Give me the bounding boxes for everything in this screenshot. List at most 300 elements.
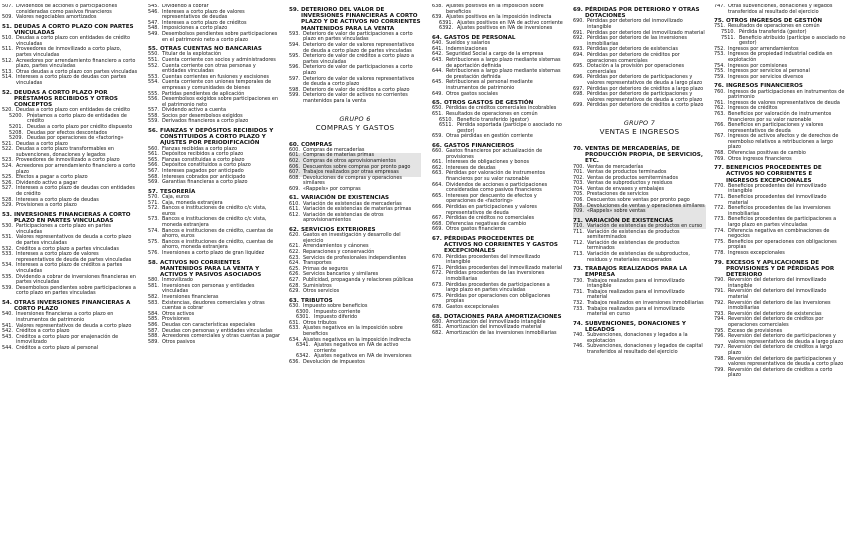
- account-code: 649.: [432, 90, 443, 97]
- account-code: 607.: [289, 169, 300, 176]
- account-name: Bancos e instituciones de crédito, cuentas de ahorro, euros: [162, 227, 274, 240]
- account-name: Proveedores de inmovilizado a corto plazo, partes vinculadas: [16, 46, 122, 58]
- account-code: 5209.: [9, 135, 24, 142]
- account-name: Garantías financieras a corto plazo: [162, 179, 248, 186]
- account-code: 6300.: [296, 308, 311, 315]
- account-name: Trabajos realizados por otras empresas: [303, 169, 399, 176]
- account-name: «Rappels» sobre ventas: [587, 208, 646, 215]
- account-code: 791.: [714, 288, 725, 295]
- account-code: 569.: [148, 179, 159, 186]
- section-code: 75.: [714, 18, 724, 25]
- account-code: 673.: [432, 281, 443, 288]
- account-code: 704.: [573, 185, 584, 192]
- account-code: 794.: [714, 316, 725, 323]
- account-name: Intereses a corto plazo de deudas con entidades de crédito: [16, 185, 135, 198]
- section-code: 69.: [573, 7, 583, 13]
- account-code: 6341.: [296, 342, 311, 349]
- account-code: 7510.: [721, 28, 736, 35]
- account-code: 587.: [148, 327, 159, 334]
- account-code: 513.: [2, 68, 13, 75]
- account-name: Socios por desembolsos exigidos: [162, 112, 243, 119]
- section-code: 61.: [289, 195, 299, 202]
- account-name: Provisiones: [162, 316, 190, 323]
- section-title: DEUDAS A CORTO PLAZO CON PARTES VINCULADAS: [14, 23, 134, 36]
- account-code: 554.: [148, 79, 159, 86]
- account-code: 682.: [432, 329, 443, 336]
- account-name: Pérdidas por deterioro de participaciones y valores representativos de deuda a largo plazo: [587, 74, 703, 86]
- account-code: 581.: [148, 282, 159, 289]
- account-row: [714, 345, 846, 356]
- account-name: Intereses pagados por anticipado: [162, 168, 244, 175]
- account-name: Variación de existencias de productos semiterminados: [587, 228, 680, 241]
- account-row: [573, 75, 706, 86]
- section-heading: [714, 260, 846, 279]
- account-name: Créditos a corto plazo por enajenación de inmovilizado: [16, 333, 119, 346]
- account-code: 766.: [714, 122, 725, 129]
- account-name: Pérdidas por valoración de instrumentos financieros por su valor razonable: [446, 170, 546, 183]
- account-row: [148, 340, 280, 346]
- account-name: Devolución de impuestos: [303, 358, 365, 365]
- account-name: Inversiones financieras a corto plazo en instrumentos de patrimonio: [16, 311, 114, 323]
- account-code: 651.: [432, 110, 443, 117]
- section-heading: [148, 128, 280, 147]
- account-name: Ventas de productos semiterminados: [587, 174, 679, 181]
- account-code: 701.: [573, 169, 584, 176]
- account-code: 546.: [148, 8, 159, 15]
- section-title: BENEFICIOS PROCEDENTES DE ACTIVOS NO CORRIENTES E INGRESOS EXCEPCIONALES: [726, 165, 822, 184]
- account-name: Deterioro de valor de créditos a corto plazo a partes vinculadas: [303, 53, 415, 65]
- account-name: Reversión del deterioro del inmovilizado intangible: [728, 277, 827, 289]
- account-code: 633.: [289, 325, 300, 332]
- account-code: 583.: [148, 299, 159, 306]
- account-row: [432, 134, 563, 140]
- account-code: 596.: [289, 64, 300, 71]
- account-code: 582.: [148, 293, 159, 300]
- account-name: Partidas pendientes de aplicación: [162, 90, 245, 97]
- account-code: 671.: [432, 264, 443, 271]
- account-code: 680.: [432, 318, 443, 325]
- account-code: 710.: [573, 223, 584, 230]
- account-name: Dividendos de acciones o participaciones consideradas como pasivos financieros: [16, 4, 118, 15]
- account-name: Depósitos recibidos a corto plazo: [162, 151, 244, 158]
- group-number: GRUPO 7: [623, 118, 656, 127]
- account-name: Dotación a la provisión por operaciones comerciales: [587, 63, 685, 75]
- account-name: Ajustes negativos en IVA de activo corriente: [314, 342, 399, 354]
- account-section: [289, 7, 421, 105]
- account-code: 559.: [148, 118, 159, 125]
- account-name: Caja, moneda extranjera: [162, 199, 223, 206]
- account-name: Créditos a corto plazo a partes vinculadas: [16, 245, 119, 252]
- section-code: 53.: [2, 211, 12, 218]
- account-code: 553.: [148, 73, 159, 80]
- section-title: PÉRDIDAS PROCEDENTES DE ACTIVOS NO CORRIENTES Y GASTOS EXCEPCIONALES: [444, 235, 558, 255]
- account-code: 797.: [714, 344, 725, 351]
- account-code: 5201.: [9, 123, 24, 130]
- account-name: Inversiones con personas y entidades vinculadas: [162, 282, 255, 295]
- column-5: [573, 4, 706, 556]
- account-code: 706.: [573, 197, 584, 204]
- account-code: 769.: [714, 155, 725, 162]
- account-name: Ingresos por comisiones: [728, 62, 788, 69]
- account-name: Gastos en investigación y desarrollo del ejercicio: [303, 232, 401, 244]
- account-name: Beneficios procedentes del inmovilizado material: [728, 194, 827, 206]
- section-title: OTRAS INVERSIONES FINANCIERAS A CORTO PLAZO: [14, 299, 131, 313]
- account-name: Subvenciones, donaciones y legados a la explotación: [587, 332, 688, 344]
- account-section: [714, 165, 846, 256]
- account-name: Ingresos de propiedad industrial cedida en explotación: [728, 51, 833, 63]
- account-name: Impuesto corriente: [314, 308, 361, 315]
- account-name: Pérdidas por deterioro del inmovilizado intangible: [587, 18, 683, 30]
- account-name: Intereses por descuento de efectos y operaciones de «factoring»: [446, 192, 537, 205]
- account-code: 691.: [573, 29, 584, 36]
- account-name: Ajustes positivos en la imposición sobre beneficios: [446, 4, 544, 15]
- account-code: 731.: [573, 288, 584, 295]
- account-code: 572.: [148, 205, 159, 212]
- account-code: 7511.: [721, 34, 736, 41]
- account-code: 539.: [2, 284, 13, 291]
- account-code: 586.: [148, 321, 159, 328]
- account-row: [573, 307, 706, 318]
- account-name: Otras deudas a corto plazo con partes vinculadas: [16, 68, 138, 75]
- account-code: 608.: [289, 174, 300, 181]
- account-name: Préstamos a corto plazo de entidades de crédito: [27, 112, 127, 125]
- account-name: Sueldos y salarios: [446, 40, 491, 47]
- account-name: Primas de seguros: [303, 265, 348, 272]
- account-section: [148, 260, 280, 346]
- account-name: Variación de existencias de mercaderías: [303, 200, 402, 207]
- account-code: 659.: [432, 133, 443, 140]
- account-code: 660.: [432, 148, 443, 155]
- account-row: [714, 52, 846, 63]
- account-code: 751.: [714, 23, 725, 30]
- account-row: [714, 289, 846, 300]
- account-row: [714, 368, 846, 379]
- account-name: Otros gastos financieros: [446, 226, 506, 233]
- account-name: Ajustes negativos en IVA de inversiones: [314, 353, 412, 360]
- account-name: Reversión del deterioro de participaciones y valores representativos de deuda a largo plazo: [728, 333, 844, 345]
- account-section: [714, 260, 846, 379]
- account-section: [2, 4, 138, 21]
- account-name: Retribuciones a largo plazo mediante sistemas de aportación definida: [446, 56, 561, 69]
- section-code: 55.: [148, 46, 158, 53]
- section-code: 66.: [432, 142, 442, 149]
- account-name: Beneficio transferido (gestor): [457, 116, 529, 123]
- account-code: 696.: [573, 74, 584, 81]
- account-row: [573, 252, 706, 263]
- account-name: Pérdidas por deterioro de participaciones y valores representativos de deuda a corto plazo: [587, 91, 703, 103]
- account-code: 570.: [148, 194, 159, 201]
- account-name: Pérdida soportada (partícipe o asociado no gestor): [457, 122, 562, 134]
- account-code: 663.: [432, 170, 443, 177]
- account-row: [714, 251, 846, 257]
- account-code: 588.: [148, 333, 159, 340]
- account-code: 627.: [289, 277, 300, 284]
- account-name: Dividendos de acciones o participaciones consideradas como pasivos financieros: [446, 181, 548, 194]
- account-name: Intereses de obligaciones y bonos: [446, 159, 530, 166]
- account-name: Ingresos excepcionales: [728, 249, 785, 256]
- section-code: 56.: [148, 128, 158, 135]
- account-name: Dividendo a cobrar de inversiones financieras en partes vinculadas: [16, 273, 136, 286]
- account-code: 752.: [714, 45, 725, 52]
- account-section: [2, 212, 138, 297]
- section-code: 79.: [714, 259, 724, 266]
- account-name: Otros pasivos: [162, 338, 196, 345]
- account-row: [148, 32, 280, 43]
- account-name: Ventas de productos terminados: [587, 169, 667, 176]
- account-code: 638.: [432, 4, 443, 9]
- account-name: Publicidad, propaganda y relaciones públicas: [303, 277, 414, 284]
- account-name: Servicios de profesionales independientes: [303, 254, 407, 261]
- account-code: 552.: [148, 62, 159, 69]
- account-name: Compras de otros aprovisionamientos: [303, 157, 396, 164]
- account-code: 547.: [148, 19, 159, 26]
- account-code: 702.: [573, 174, 584, 181]
- account-name: Cuenta corriente con uniones temporales de empresas y comunidades de bienes: [162, 79, 272, 91]
- section-code: 58.: [148, 259, 158, 266]
- account-code: 514.: [2, 74, 13, 81]
- account-row: [432, 92, 563, 98]
- account-name: Reversión del deterioro de participaciones y valores representativos de deuda a corto plazo: [728, 355, 844, 368]
- account-code: 699.: [573, 102, 584, 109]
- account-code: 532.: [2, 245, 13, 252]
- account-row: [289, 289, 421, 295]
- section-code: 63.: [289, 297, 299, 304]
- account-code: 551.: [148, 56, 159, 63]
- account-name: Compras de mercaderías: [303, 146, 365, 153]
- account-name: Trabajos realizados para el inmovilizado intangible: [587, 277, 685, 290]
- account-code: 755.: [714, 68, 725, 75]
- account-name: Pérdidas por deterioro de créditos por operaciones comerciales: [587, 51, 680, 64]
- account-name: Inmovilizado: [162, 277, 193, 284]
- account-name: Diferencias negativas de cambio: [446, 220, 527, 227]
- account-row: [289, 187, 421, 193]
- account-code: 792.: [714, 299, 725, 306]
- column-3: [289, 4, 421, 556]
- account-name: Variación de existencias de materias primas: [303, 206, 412, 213]
- account-section: [714, 83, 846, 162]
- account-name: Otros ingresos financieros: [728, 155, 792, 162]
- column-4: [432, 4, 563, 556]
- account-code: 793.: [714, 310, 725, 317]
- account-name: Indemnizaciones: [446, 45, 488, 52]
- account-code: 527.: [2, 185, 13, 192]
- account-row: [432, 26, 563, 32]
- account-code: 598.: [289, 86, 300, 93]
- account-name: Reparaciones y conservación: [303, 249, 375, 256]
- account-code: 664.: [432, 181, 443, 188]
- section-code: 70.: [573, 145, 583, 152]
- account-name: Resultados de operaciones en común: [728, 23, 820, 30]
- account-code: 533.: [2, 251, 13, 258]
- account-code: 754.: [714, 62, 725, 69]
- account-section: [289, 142, 421, 193]
- account-name: Pérdida transferida (gestor): [739, 28, 807, 35]
- account-code: 709.: [573, 208, 584, 215]
- section-heading: [289, 7, 421, 32]
- account-name: Seguridad Social a cargo de la empresa: [446, 51, 544, 58]
- account-code: 694.: [573, 51, 584, 58]
- account-code: 639.: [432, 14, 443, 21]
- account-code: 747.: [714, 4, 725, 9]
- account-code: 541.: [2, 322, 13, 329]
- account-code: 528.: [2, 196, 13, 203]
- account-name: Imposiciones a corto plazo: [162, 25, 228, 32]
- account-name: Depósitos constituidos a corto plazo: [162, 162, 251, 169]
- account-name: Créditos a corto plazo al personal: [16, 344, 99, 351]
- account-name: Dividendo activo a pagar: [16, 179, 78, 186]
- account-row: [432, 80, 563, 91]
- account-name: Ingresos por arrendamientos: [728, 45, 799, 52]
- account-name: Variación de existencias de subproductos, residuos y materiales recuperados: [587, 251, 690, 263]
- account-code: 644.: [432, 68, 443, 75]
- account-name: Prestaciones de servicios: [587, 191, 649, 198]
- account-name: Arrendamientos y cánones: [303, 243, 369, 250]
- account-name: Reversión del deterioro de existencias: [728, 310, 822, 317]
- section-title: TRABAJOS REALIZADOS PARA LA EMPRESA: [585, 266, 688, 279]
- account-row: [148, 251, 280, 257]
- account-name: Beneficio atribuido (partícipe o asociado no gestor): [739, 34, 846, 47]
- account-name: Impuesto sobre beneficios: [303, 303, 368, 309]
- account-row: [289, 213, 421, 224]
- account-name: Beneficios en participaciones y valores representativos de deuda: [728, 122, 824, 134]
- section-title: ACTIVOS NO CORRIENTES MANTENIDOS PARA LA VENTA Y ACTIVOS Y PASIVOS ASOCIADOS: [160, 259, 262, 278]
- account-section: [432, 314, 563, 337]
- account-code: 625.: [289, 265, 300, 272]
- account-code: 556.: [148, 96, 159, 103]
- section-title: DETERIORO DEL VALOR DE INVERSIONES FINANCIERAS A CORTO PLAZO Y DE ACTIVOS NO CORRIENTES MANTENIDOS PARA LA VENTA: [301, 7, 421, 32]
- account-row: [2, 312, 138, 323]
- account-row: [714, 357, 846, 368]
- account-name: Deterioro de valor de valores representativos de deuda a corto plazo de partes vinculadas: [303, 42, 415, 54]
- account-name: Ajustes positivos en IVA de inversiones: [457, 25, 553, 32]
- account-section: [148, 189, 280, 257]
- account-code: 555.: [148, 90, 159, 97]
- account-name: Ingresos por servicios al personal: [728, 68, 810, 75]
- account-code: 771.: [714, 194, 725, 201]
- section-heading: [2, 90, 138, 109]
- account-name: Variación de existencias de productos en curso: [587, 223, 703, 230]
- account-code: 700.: [573, 163, 584, 170]
- account-name: Deudas a corto plazo con entidades de crédito: [16, 107, 131, 114]
- account-row: [714, 75, 846, 81]
- account-row: [148, 180, 280, 186]
- account-section: [432, 236, 563, 311]
- account-name: Beneficios por valoración de instrumentos financieros por su valor razonable: [728, 110, 832, 123]
- column-2: [148, 4, 280, 556]
- account-name: Retribuciones a largo plazo mediante sistemas de prestación definida: [446, 68, 561, 80]
- account-code: 601.: [289, 152, 300, 159]
- account-section: [289, 298, 421, 366]
- account-code: 593.: [289, 30, 300, 37]
- account-code: 530.: [2, 223, 13, 230]
- account-code: 545.: [148, 4, 159, 9]
- account-name: Deudas a corto plazo con entidades de crédito vinculadas: [16, 35, 131, 47]
- account-section: [148, 46, 280, 125]
- account-row: [573, 344, 706, 355]
- account-name: Pérdidas procedentes de las inversiones inmobiliarias: [446, 270, 545, 282]
- account-code: 681.: [432, 324, 443, 331]
- account-code: 631.: [289, 319, 300, 326]
- account-code: 574.: [148, 227, 159, 234]
- account-section: [289, 195, 421, 224]
- account-code: 775.: [714, 238, 725, 245]
- account-code: 698.: [573, 91, 584, 98]
- account-row: [714, 157, 846, 163]
- account-name: Deudas por operaciones de «factoring»: [27, 135, 124, 142]
- account-section: [714, 4, 846, 15]
- account-row: [432, 305, 563, 311]
- account-code: 611.: [289, 206, 300, 213]
- section-heading: [714, 165, 846, 184]
- account-code: 511.: [2, 46, 13, 53]
- account-code: 640.: [432, 40, 443, 47]
- account-name: Intereses a corto plazo de valores representativos de deudas: [162, 8, 245, 21]
- account-code: 6392.: [439, 25, 454, 32]
- account-code: 778.: [714, 249, 725, 256]
- account-name: Acreedores por arrendamiento financiero a corto plazo, partes vinculadas: [16, 57, 136, 70]
- section-title: DOTACIONES PARA AMORTIZACIONES: [444, 313, 562, 320]
- account-name: Valores negociables amortizados: [16, 14, 97, 21]
- account-name: Ingresos de activos afectos y de derechos de reembolso relativos a retribuciones a largo plazo: [728, 133, 839, 151]
- account-code: 612.: [289, 211, 300, 218]
- account-name: Beneficios procedentes del inmovilizado intangible: [728, 182, 827, 195]
- account-code: 641.: [432, 45, 443, 52]
- account-row: [2, 263, 138, 274]
- account-name: Pérdidas procedentes del inmovilizado intangible: [446, 253, 541, 266]
- account-name: Impuesto diferido: [314, 314, 358, 321]
- section-title: SUBVENCIONES, DONACIONES Y LEGADOS: [585, 320, 686, 333]
- account-code: 643.: [432, 56, 443, 63]
- account-code: 642.: [432, 51, 443, 58]
- account-name: Bancos e instituciones de crédito, cuentas de ahorro, moneda extranjera: [162, 238, 274, 251]
- account-name: Deterioro de valor de participaciones a corto plazo en partes vinculadas: [303, 30, 413, 43]
- account-code: 668.: [432, 220, 443, 227]
- section-title: GASTOS DE PERSONAL: [444, 34, 516, 41]
- account-section: [2, 90, 138, 209]
- account-code: 512.: [2, 57, 13, 64]
- account-code: 667.: [432, 215, 443, 222]
- account-code: 548.: [148, 25, 159, 32]
- account-name: Devoluciones de compras y operaciones similares: [303, 174, 402, 187]
- group-number: GRUPO 6: [339, 114, 371, 123]
- account-name: Variación de existencias de productos terminados: [587, 239, 680, 252]
- account-code: 763.: [714, 110, 725, 117]
- account-row: [2, 346, 138, 352]
- account-code: 543.: [2, 333, 13, 340]
- account-row: [148, 80, 280, 91]
- account-name: Ventas de mercaderías: [587, 163, 644, 170]
- account-code: 580.: [148, 277, 159, 284]
- account-name: Dividendo a cobrar: [162, 4, 209, 9]
- section-title: PÉRDIDAS POR DETERIORO Y OTRAS DOTACIONES: [585, 7, 700, 20]
- account-name: Amortización de las inversiones inmobiliarias: [446, 329, 557, 336]
- section-code: 59.: [289, 7, 299, 13]
- section-title: VARIACIÓN DE EXISTENCIAS: [301, 195, 390, 202]
- account-name: Compras de materias primas: [303, 152, 374, 159]
- account-name: Deterioro de valor de activos no corrientes mantenidos para la venta: [303, 92, 408, 104]
- account-row: [148, 119, 280, 125]
- account-code: 740.: [573, 332, 584, 339]
- account-code: 770.: [714, 182, 725, 189]
- account-section: [432, 35, 563, 97]
- account-code: 571.: [148, 199, 159, 206]
- account-code: 705.: [573, 191, 584, 198]
- account-section: [432, 143, 563, 233]
- account-code: 703.: [573, 180, 584, 187]
- account-name: Pérdidas procedentes de participaciones a largo plazo en partes vinculadas: [446, 281, 550, 294]
- account-code: 733.: [573, 305, 584, 312]
- account-name: Reversión del deterioro de las inversiones inmobiliarias: [728, 299, 831, 312]
